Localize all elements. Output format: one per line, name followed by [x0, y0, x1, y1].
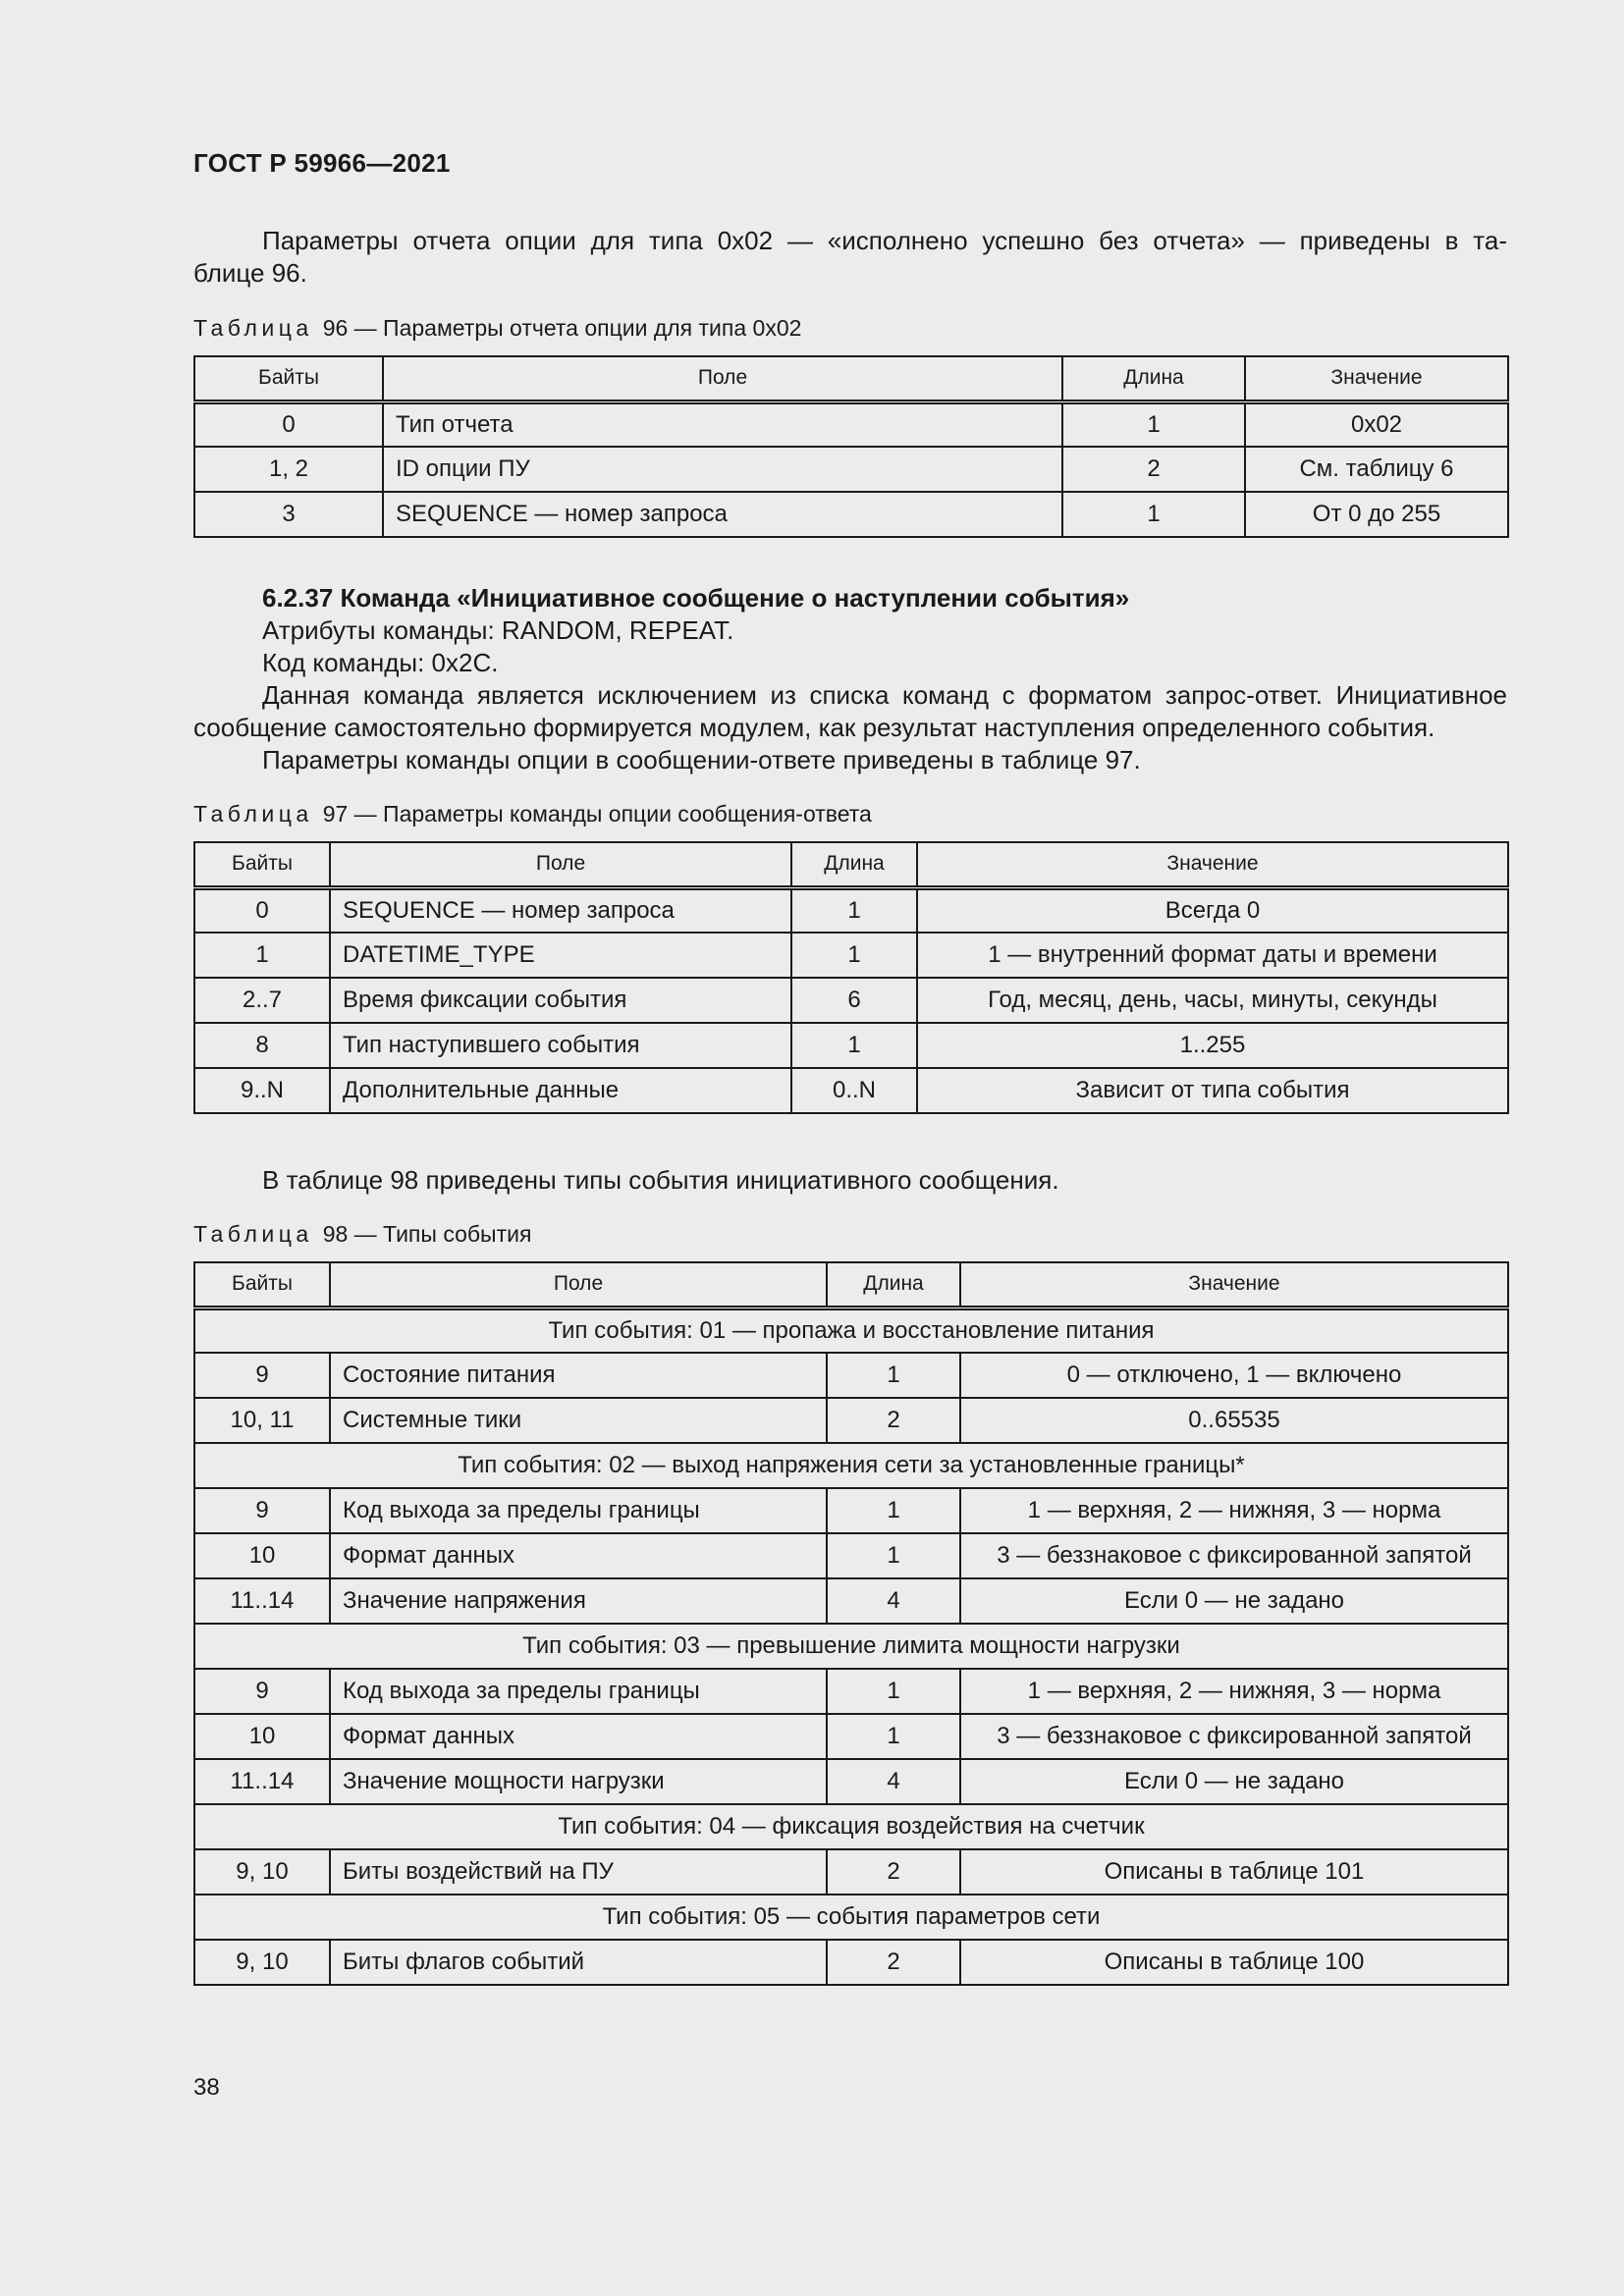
cell-bytes: 9, 10: [194, 1849, 330, 1895]
cell-field: Тип наступившего события: [330, 1023, 791, 1068]
cell-bytes: 1, 2: [194, 447, 383, 492]
cell-value: Год, месяц, день, часы, минуты, секунды: [917, 978, 1508, 1023]
header-bytes: Байты: [194, 356, 383, 401]
table-row: [194, 1023, 1508, 1068]
cell-field: Формат данных: [330, 1714, 827, 1759]
event-group-title: Тип события: 05 — события параметров сети: [194, 1895, 1508, 1940]
table-row: [194, 1533, 1508, 1578]
cell-field: Системные тики: [330, 1398, 827, 1443]
cell-field: Код выхода за пределы границы: [330, 1488, 827, 1533]
event-group-row: [194, 1308, 1508, 1353]
section-code: Код команды: 0x2C.: [262, 648, 499, 677]
section-attributes: Атрибуты команды: RANDOM, REPEAT.: [262, 615, 734, 645]
cell-bytes: 9..N: [194, 1068, 330, 1113]
section-title: 6.2.37 Команда «Инициативное сообщение о наступлении события»: [262, 583, 1130, 613]
table-row: [194, 447, 1508, 492]
cell-bytes: 10: [194, 1714, 330, 1759]
cell-bytes: 11..14: [194, 1578, 330, 1624]
table-97-caption: [193, 801, 872, 828]
table-header-row: [194, 1262, 1508, 1308]
header-value: Значение: [1245, 356, 1508, 401]
cell-length: 1: [791, 1023, 917, 1068]
table-row: [194, 1940, 1508, 1985]
table-row: [194, 401, 1508, 447]
event-group-row: [194, 1624, 1508, 1669]
cell-bytes: 9, 10: [194, 1940, 330, 1985]
table-row: [194, 1353, 1508, 1398]
cell-field: ID опции ПУ: [383, 447, 1062, 492]
header-field: Поле: [330, 842, 791, 887]
cell-field: Время фиксации события: [330, 978, 791, 1023]
cell-field: SEQUENCE — номер запроса: [383, 492, 1062, 537]
table-row: [194, 978, 1508, 1023]
header-length: Длина: [1062, 356, 1245, 401]
cell-length: 2: [827, 1940, 960, 1985]
cell-length: 1: [791, 887, 917, 933]
header-bytes: Байты: [194, 842, 330, 887]
event-group-row: [194, 1895, 1508, 1940]
intro-paragraph: [193, 225, 1507, 290]
event-group-title: Тип события: 02 — выход напряжения сети за установленные границы*: [194, 1443, 1508, 1488]
cell-value: 1 — внутренний формат даты и времени: [917, 933, 1508, 978]
cell-length: 2: [1062, 447, 1245, 492]
cell-length: 1: [1062, 492, 1245, 537]
cell-length: 1: [827, 1353, 960, 1398]
cell-bytes: 8: [194, 1023, 330, 1068]
event-group-title: Тип события: 04 — фиксация воздействия на счетчик: [194, 1804, 1508, 1849]
cell-value: 0x02: [1245, 401, 1508, 447]
cell-length: 1: [827, 1533, 960, 1578]
cell-length: 1: [791, 933, 917, 978]
table-header-row: [194, 356, 1508, 401]
cell-field: Состояние питания: [330, 1353, 827, 1398]
cell-field: Код выхода за пределы границы: [330, 1669, 827, 1714]
cell-field: Дополнительные данные: [330, 1068, 791, 1113]
page-number: 38: [193, 2074, 220, 2101]
cell-value: Описаны в таблице 100: [960, 1940, 1508, 1985]
cell-length: 4: [827, 1759, 960, 1804]
table-row: [194, 1578, 1508, 1624]
cell-field: SEQUENCE — номер запроса: [330, 887, 791, 933]
table-96: [193, 355, 1509, 538]
table-98-caption-text: 98 — Типы события: [322, 1221, 532, 1247]
cell-length: 1: [827, 1488, 960, 1533]
table-row: [194, 1849, 1508, 1895]
table-row: [194, 933, 1508, 978]
cell-field: Значение мощности нагрузки: [330, 1759, 827, 1804]
cell-value: 3 — беззнаковое с фиксированной запятой: [960, 1714, 1508, 1759]
cell-value: От 0 до 255: [1245, 492, 1508, 537]
event-group-title: Тип события: 01 — пропажа и восстановление питания: [194, 1308, 1508, 1353]
section-params: Параметры команды опции в сообщении-ответе приведены в таблице 97.: [262, 745, 1141, 774]
table-row: [194, 1759, 1508, 1804]
cell-value: 1 — верхняя, 2 — нижняя, 3 — норма: [960, 1488, 1508, 1533]
cell-length: 1: [827, 1714, 960, 1759]
cell-field: Тип отчета: [383, 401, 1062, 447]
header-field: Поле: [383, 356, 1062, 401]
section-desc-line-2: сообщение самостоятельно формируется модулем, как результат наступления определенного события.: [193, 713, 1435, 742]
header-length: Длина: [791, 842, 917, 887]
table-row: [194, 492, 1508, 537]
intro-line-1: Параметры отчета опции для типа 0x02 — «исполнено успешно без отчета» — приведены в та-: [262, 226, 1507, 255]
cell-length: 0..N: [791, 1068, 917, 1113]
cell-value: Зависит от типа события: [917, 1068, 1508, 1113]
header-value: Значение: [917, 842, 1508, 887]
cell-field: DATETIME_TYPE: [330, 933, 791, 978]
cell-length: 4: [827, 1578, 960, 1624]
cell-length: 2: [827, 1398, 960, 1443]
cell-bytes: 1: [194, 933, 330, 978]
table-row: [194, 1398, 1508, 1443]
event-group-row: [194, 1804, 1508, 1849]
header-length: Длина: [827, 1262, 960, 1308]
table-header-row: [194, 842, 1508, 887]
cell-bytes: 10: [194, 1533, 330, 1578]
cell-field: Биты флагов событий: [330, 1940, 827, 1985]
table-row: [194, 1068, 1508, 1113]
cell-value: 1..255: [917, 1023, 1508, 1068]
header-field: Поле: [330, 1262, 827, 1308]
cell-length: 6: [791, 978, 917, 1023]
event-group-title: Тип события: 03 — превышение лимита мощности нагрузки: [194, 1624, 1508, 1669]
cell-value: Если 0 — не задано: [960, 1759, 1508, 1804]
table-98-caption-word: Таблица: [193, 1221, 313, 1247]
table-97: [193, 841, 1509, 1114]
table-96-caption: [193, 315, 801, 342]
table-98-caption: [193, 1221, 531, 1248]
header-value: Значение: [960, 1262, 1508, 1308]
cell-length: 2: [827, 1849, 960, 1895]
cell-bytes: 9: [194, 1669, 330, 1714]
intro-line-2: блице 96.: [193, 258, 307, 288]
table-row: [194, 1488, 1508, 1533]
header-bytes: Байты: [194, 1262, 330, 1308]
cell-bytes: 0: [194, 887, 330, 933]
cell-bytes: 11..14: [194, 1759, 330, 1804]
cell-field: Биты воздействий на ПУ: [330, 1849, 827, 1895]
table-96-caption-text: 96 — Параметры отчета опции для типа 0x02: [322, 315, 802, 341]
cell-field: Значение напряжения: [330, 1578, 827, 1624]
cell-value: 1 — верхняя, 2 — нижняя, 3 — норма: [960, 1669, 1508, 1714]
table-98-intro: В таблице 98 приведены типы события инициативного сообщения.: [262, 1165, 1059, 1195]
cell-length: 1: [827, 1669, 960, 1714]
section-desc-line-1: Данная команда является исключением из списка команд с форматом запрос-ответ. Инициативное: [262, 680, 1507, 710]
cell-bytes: 9: [194, 1353, 330, 1398]
cell-value: 0 — отключено, 1 — включено: [960, 1353, 1508, 1398]
cell-value: Если 0 — не задано: [960, 1578, 1508, 1624]
cell-value: 3 — беззнаковое с фиксированной запятой: [960, 1533, 1508, 1578]
event-group-row: [194, 1443, 1508, 1488]
cell-bytes: 10, 11: [194, 1398, 330, 1443]
cell-bytes: 2..7: [194, 978, 330, 1023]
document-header: ГОСТ Р 59966—2021: [193, 148, 451, 178]
table-98: [193, 1261, 1509, 1986]
cell-length: 1: [1062, 401, 1245, 447]
table-97-caption-text: 97 — Параметры команды опции сообщения-ответа: [322, 801, 872, 827]
cell-bytes: 9: [194, 1488, 330, 1533]
cell-value: 0..65535: [960, 1398, 1508, 1443]
cell-value: См. таблицу 6: [1245, 447, 1508, 492]
table-97-caption-word: Таблица: [193, 801, 313, 827]
section-6-2-37: [193, 582, 1507, 776]
table-row: [194, 1669, 1508, 1714]
table-row: [194, 1714, 1508, 1759]
cell-bytes: 0: [194, 401, 383, 447]
table-row: [194, 887, 1508, 933]
cell-value: Всегда 0: [917, 887, 1508, 933]
cell-bytes: 3: [194, 492, 383, 537]
cell-field: Формат данных: [330, 1533, 827, 1578]
table-96-caption-word: Таблица: [193, 315, 313, 341]
cell-value: Описаны в таблице 101: [960, 1849, 1508, 1895]
